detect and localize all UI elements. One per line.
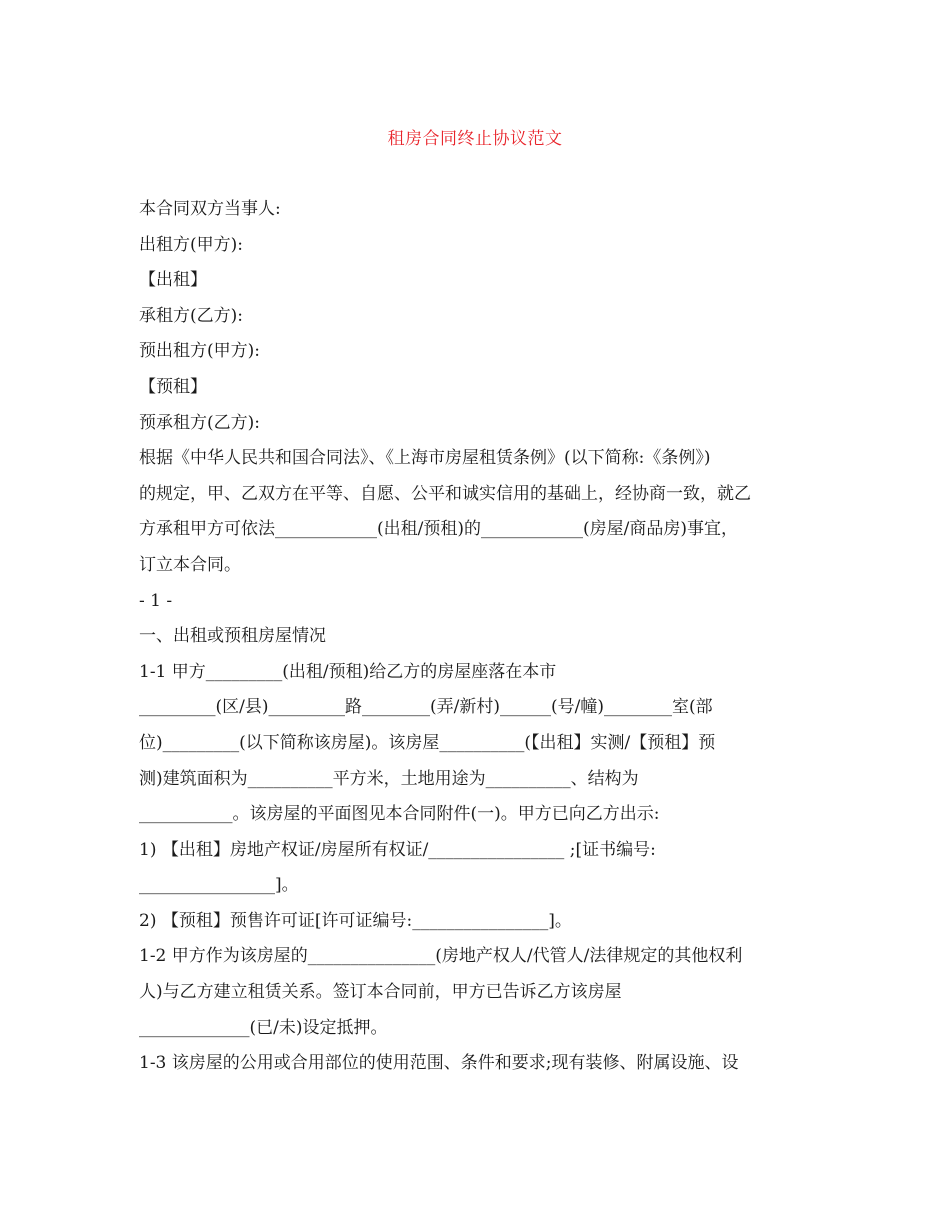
text-line: 预出租方(甲方):: [139, 341, 260, 362]
text-line: 2) 【预租】预售许可证[许可证编号:________________]。: [139, 910, 572, 931]
text-line: 位)_________(以下简称该房屋)。该房屋__________(【出租】实测/【预租】预: [139, 732, 716, 753]
text-line: ___________。该房屋的平面图见本合同附件(一)。甲方已向乙方出示:: [139, 804, 660, 825]
text-line: 订立本合同。: [139, 554, 241, 575]
text-line: 承租方(乙方):: [139, 305, 243, 326]
text-line: 【预租】: [139, 376, 207, 397]
text-line: 测)建筑面积为__________平方米，土地用途为__________、结构为: [139, 768, 639, 789]
document-title: 租房合同终止协议范文: [387, 129, 563, 149]
text-line: 【出租】: [139, 270, 207, 291]
text-line: 根据《中华人民共和国合同法》、《上海市房屋租赁条例》(以下简称:《条例》): [139, 448, 711, 469]
section-heading: 一、出租或预租房屋情况: [139, 626, 326, 647]
text-line: 预承租方(乙方):: [139, 412, 260, 433]
text-line: _________(区/县)_________路________(弄/新村)______(号/幢)________室(部: [139, 697, 713, 718]
page-number: - 1 -: [139, 590, 173, 611]
text-line: 1-3 该房屋的公用或合用部位的使用范围、条件和要求;现有装修、附属设施、设: [139, 1053, 739, 1074]
text-line: 1-2 甲方作为该房屋的_______________(房地产权人/代管人/法律规定的其他权利: [139, 946, 743, 967]
text-line: 人)与乙方建立租赁关系。签订本合同前，甲方已告诉乙方该房屋: [139, 982, 622, 1003]
text-line: 本合同双方当事人:: [139, 199, 281, 219]
text-line: 1) 【出租】房地产权证/房屋所有权证/________________ ;[证书编号:: [139, 839, 656, 860]
text-line: 1-1 甲方_________(出租/预租)给乙方的房屋座落在本市: [139, 661, 557, 682]
document-body: [139, 192, 819, 1082]
text-line: ________________]。: [139, 875, 299, 896]
text-line: 出租方(甲方):: [139, 234, 243, 255]
text-line: 的规定，甲、乙双方在平等、自愿、公平和诚实信用的基础上，经协商一致，就乙: [139, 483, 751, 504]
text-line: 方承租甲方可依法____________(出租/预租)的____________(房屋/商品房)事宜，: [139, 519, 738, 540]
text-line: _____________(已/未)设定抵押。: [139, 1017, 388, 1038]
